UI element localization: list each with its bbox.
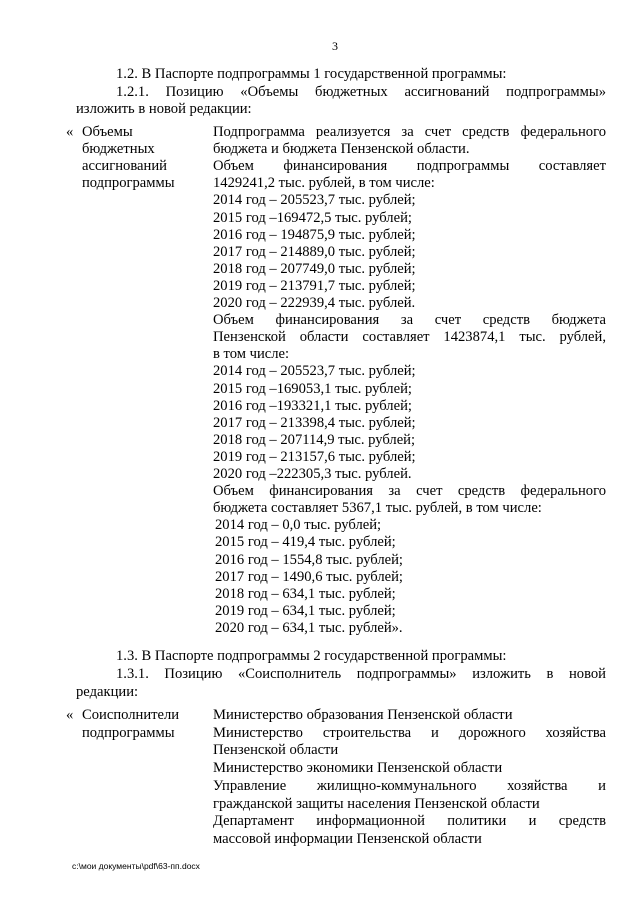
table1-value-line: бюджета составляет 5367,1 тыс. рублей, в том числе:	[213, 500, 542, 517]
table1-value-line: 2016 год – 1554,8 тыс. рублей;	[215, 551, 403, 568]
table1-value-line: 2015 год –169472,5 тыс. рублей;	[213, 209, 412, 226]
table1-value-line: Объем финансирования подпрограммы составляет	[213, 158, 606, 175]
table2-value-line: Министерство образования Пензенской области	[213, 707, 513, 723]
table1-value-line: бюджета и бюджета Пензенской области.	[213, 141, 470, 158]
table2-label-line: подпрограммы	[82, 725, 175, 741]
table1-label-line: подпрограммы	[82, 175, 175, 191]
table1-label-line: ассигнований	[82, 158, 167, 174]
table1-label-line: бюджетных	[82, 141, 155, 157]
table1-label-line: Объемы	[82, 124, 133, 140]
table1-value-line: 2016 год –193321,1 тыс. рублей;	[213, 397, 412, 414]
table2-value-line: Министерство экономики Пензенской области	[213, 760, 503, 777]
table2-value-line: гражданской защиты населения Пензенской области	[213, 795, 540, 812]
table1-value-line: 2018 год – 634,1 тыс. рублей;	[215, 585, 396, 602]
table2-value-line: Управление жилищно-коммунального хозяйства и	[213, 777, 606, 794]
paragraph-1-2-1-line: изложить в новой редакции:	[76, 101, 252, 117]
table1-value-line: 2020 год – 222939,4 тыс. рублей.	[213, 295, 416, 311]
paragraph-1-3-1-line: редакции:	[76, 684, 139, 700]
table1-value-line: Пензенской области составляет 1423874,1 тыс. рублей,	[213, 329, 606, 346]
table1-value-line: 2015 год – 419,4 тыс. рублей;	[215, 534, 396, 551]
table2-value-line: Министерство строительства и дорожного хозяйства	[213, 724, 606, 741]
section-heading-1-3: 1.3. В Паспорте подпрограммы 2 государственной программы:	[116, 648, 507, 664]
table1-value-line: 2017 год – 214889,0 тыс. рублей;	[213, 243, 416, 260]
quote-mark: «	[66, 707, 74, 723]
table1-value-line: 2019 год – 634,1 тыс. рублей;	[215, 602, 396, 619]
table2-label-line: Соисполнители	[82, 707, 180, 723]
table1-value-line: в том числе:	[213, 346, 290, 363]
page-number: 3	[332, 39, 338, 53]
table1-value-line: 2017 год – 1490,6 тыс. рублей;	[215, 568, 403, 585]
table1-value-line: Подпрограмма реализуется за счет средств федерального	[213, 124, 606, 140]
table2-value-line: Пензенской области	[213, 742, 339, 759]
table1-value-line: Объем финансирования за счет средств федерального	[213, 483, 606, 500]
footer-file-path: c:\мои документы\pdf\63-пп.docx	[72, 861, 200, 871]
table1-value-line: 2015 год –169053,1 тыс. рублей;	[213, 380, 412, 397]
table2-value-line: массовой информации Пензенской области	[213, 830, 482, 847]
table1-value-line: 2018 год – 207114,9 тыс. рублей;	[213, 431, 416, 448]
table1-value-line: 1429241,2 тыс. рублей, в том числе:	[213, 175, 435, 192]
quote-mark: «	[66, 124, 74, 140]
table1-value-line: 2016 год – 194875,9 тыс. рублей;	[213, 226, 416, 243]
section-heading-1-2: 1.2. В Паспорте подпрограммы 1 государственной программы:	[116, 66, 507, 82]
table1-value-line: 2019 год – 213157,6 тыс. рублей;	[213, 448, 416, 465]
table1-value-line: 2014 год – 205523,7 тыс. рублей;	[213, 363, 416, 380]
paragraph-1-2-1-line: 1.2.1. Позицию «Объемы бюджетных ассигнований подпрограммы»	[116, 84, 606, 100]
table1-value-line: 2018 год – 207749,0 тыс. рублей;	[213, 260, 416, 277]
paragraph-1-3-1-line: 1.3.1. Позицию «Соисполнитель подпрограммы» изложить в новой	[116, 666, 606, 682]
table1-value-line: 2014 год – 0,0 тыс. рублей;	[215, 517, 382, 534]
table1-value-line: 2014 год – 205523,7 тыс. рублей;	[213, 192, 416, 209]
table1-value-line: 2019 год – 213791,7 тыс. рублей;	[213, 277, 416, 294]
table2-value-line: Департамент информационной политики и средств	[213, 813, 606, 830]
table1-value-line: 2020 год –222305,3 тыс. рублей.	[213, 466, 412, 482]
table1-value-line: 2017 год – 213398,4 тыс. рублей;	[213, 414, 416, 431]
table1-value-line: 2020 год – 634,1 тыс. рублей».	[215, 619, 403, 636]
table1-value-line: Объем финансирования за счет средств бюджета	[213, 312, 606, 329]
